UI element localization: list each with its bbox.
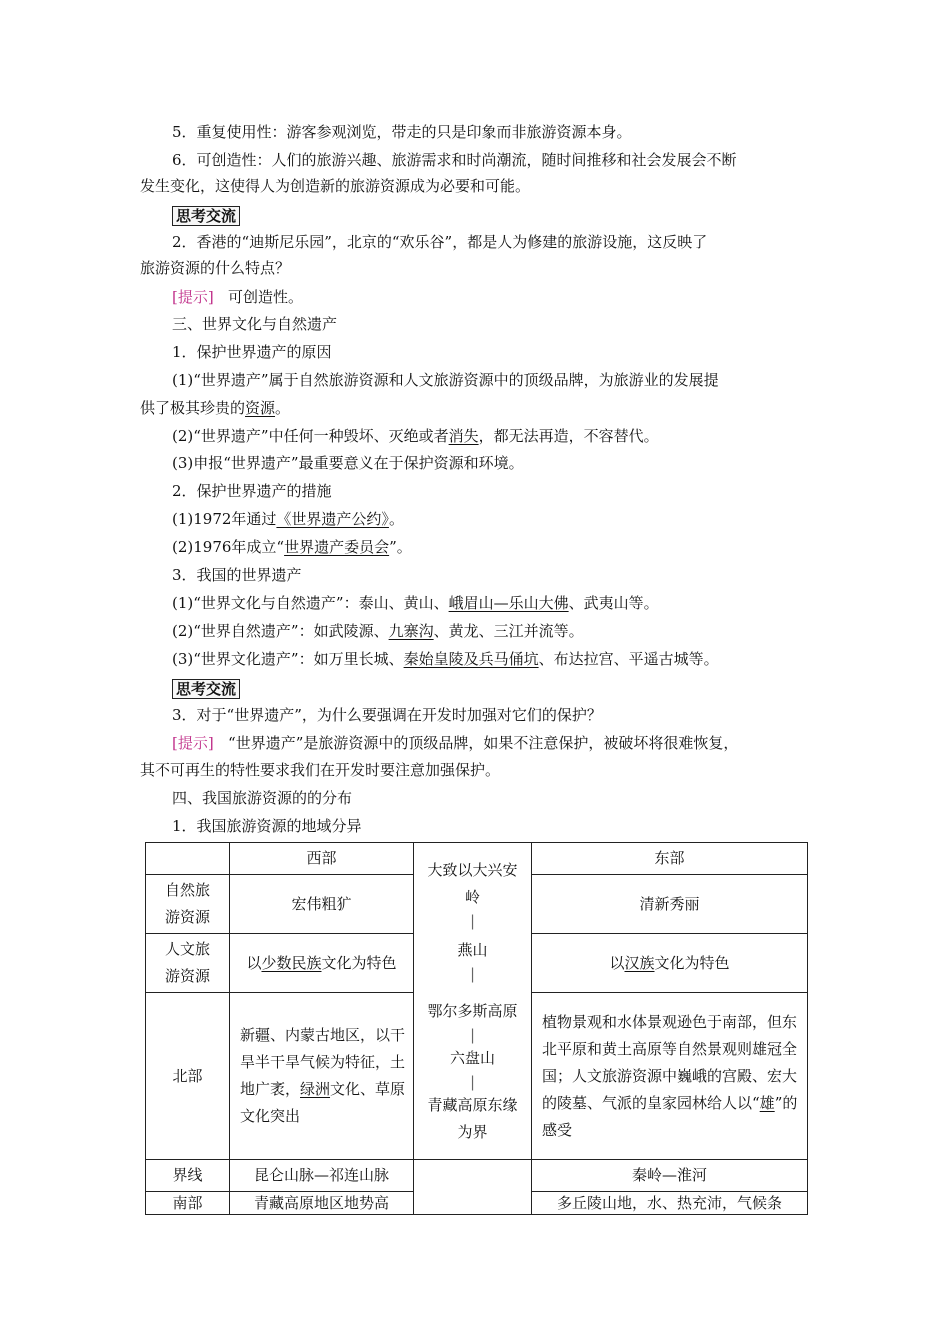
reason-1-line-1: (1)“世界遗产”属于自然旅游资源和人文旅游资源中的顶级品牌，为旅游业的发展提 [172, 371, 719, 389]
table-corner-cell [146, 843, 230, 875]
row-label-boundary-line: 界线 [146, 1160, 230, 1192]
section-3-title: 三、世界文化与自然遗产 [172, 315, 338, 333]
think-exchange-tag-2: 思考交流 [172, 679, 240, 699]
natural-east: 清新秀丽 [532, 875, 808, 934]
header-west: 西部 [230, 843, 414, 875]
question-2-hint: [提示] 可创造性。 [172, 288, 304, 306]
paragraph-reuse: 5．重复使用性：游客参观浏览，带走的只是印象而非旅游资源本身。 [172, 123, 632, 141]
question-2-line-2: 旅游资源的什么特点？ [140, 259, 291, 277]
think-exchange-tag-1: 思考交流 [172, 206, 240, 226]
human-east: 以汉族文化为特色 [532, 934, 808, 993]
south-east: 多丘陵山地，水、热充沛，气候条 [532, 1192, 808, 1215]
heritage-3: (3)“世界文化遗产”：如万里长城、秦始皇陵及兵马俑坑、布达拉宫、平遥古城等。 [172, 650, 719, 668]
boundary-empty-cell [414, 1160, 532, 1215]
human-west: 以少数民族文化为特色 [230, 934, 414, 993]
north-west: 新疆、内蒙古地区，以干旱半干旱气候为特征，土地广袤，绿洲文化、草原文化突出 [230, 993, 414, 1160]
south-west: 青藏高原地区地势高 [230, 1192, 414, 1215]
regional-distribution-table [145, 842, 808, 1215]
north-east: 植物景观和水体景观逊色于南部，但东北平原和黄土高原等自然景观则雄冠全国；人文旅游资源中巍峨的宫殿、宏大的陵墓、气派的皇家园林给人以“雄”的感受 [532, 993, 808, 1160]
boundary-line-east: 秦岭—淮河 [532, 1160, 808, 1192]
question-3-hint-line-2: 其不可再生的特性要求我们在开发时要注意加强保护。 [140, 761, 501, 779]
boundary-line-west: 昆仑山脉—祁连山脉 [230, 1160, 414, 1192]
header-east: 东部 [532, 843, 808, 875]
reason-1-line-2: 供了极其珍贵的资源。 [140, 399, 291, 417]
question-3-hint: [提示] “世界遗产”是旅游资源中的顶级品牌，如果不注意保护，被破坏将很难恢复， [172, 734, 739, 752]
section-4-title: 四、我国旅游资源的的分布 [172, 789, 353, 807]
hint-label: [提示] [172, 288, 214, 306]
hint-label: [提示] [172, 734, 214, 752]
section-3-heading-3: 3．我国的世界遗产 [172, 566, 302, 584]
reason-3: (3)申报“世界遗产”最重要意义在于保护资源和环境。 [172, 454, 524, 472]
section-3-heading-2: 2．保护世界遗产的措施 [172, 482, 332, 500]
row-label-south: 南部 [146, 1192, 230, 1215]
boundary-cell: 大致以大兴安 岭 | 燕山 | 鄂尔多斯高原 | 六盘山 | 青藏高原东缘 为界 [414, 843, 532, 1160]
question-3: 3．对于“世界遗产”，为什么要强调在开发时加强对它们的保护？ [172, 706, 602, 724]
paragraph-creatable-2: 发生变化，这使得人为创造新的旅游资源成为必要和可能。 [140, 177, 531, 195]
row-label-human: 人文旅 游资源 [146, 934, 230, 993]
section-3-heading-1: 1．保护世界遗产的原因 [172, 343, 332, 361]
question-2-line-1: 2．香港的“迪斯尼乐园”，北京的“欢乐谷”，都是人为修建的旅游设施，这反映了 [172, 233, 708, 251]
row-label-natural: 自然旅 游资源 [146, 875, 230, 934]
section-4-heading-1: 1．我国旅游资源的地域分异 [172, 817, 362, 835]
row-label-north: 北部 [146, 993, 230, 1160]
measure-2: (2)1976年成立“世界遗产委员会”。 [172, 538, 412, 556]
measure-1: (1)1972年通过《世界遗产公约》。 [172, 510, 404, 528]
natural-west: 宏伟粗犷 [230, 875, 414, 934]
reason-2: (2)“世界遗产”中任何一种毁坏、灭绝或者消失，都无法再造，不容替代。 [172, 427, 659, 445]
heritage-1: (1)“世界文化与自然遗产”：泰山、黄山、峨眉山—乐山大佛、武夷山等。 [172, 594, 659, 612]
heritage-2: (2)“世界自然遗产”：如武陵源、九寨沟、黄龙、三江并流等。 [172, 622, 584, 640]
paragraph-creatable-1: 6．可创造性：人们的旅游兴趣、旅游需求和时尚潮流，随时间推移和社会发展会不断 [172, 151, 737, 169]
